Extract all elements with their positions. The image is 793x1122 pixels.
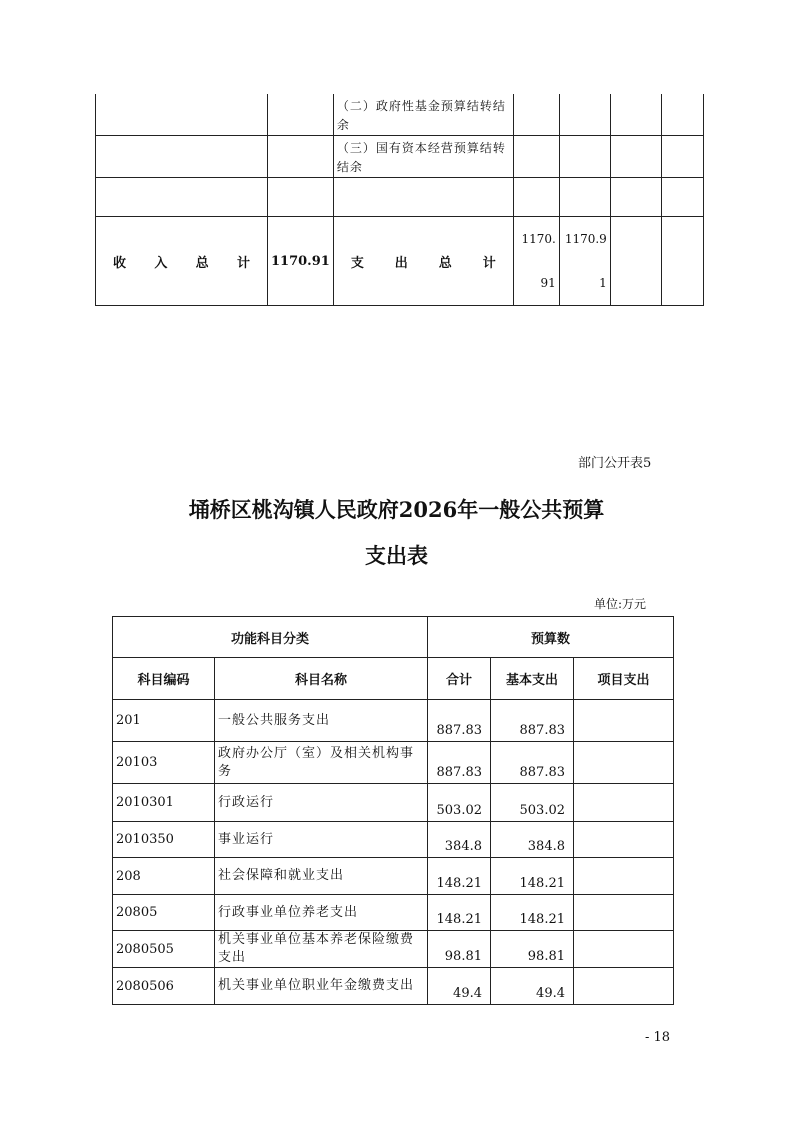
cell-code: 2010301	[113, 784, 215, 822]
value-line: 1170.	[521, 232, 556, 246]
cell-total: 384.8	[428, 822, 491, 858]
expense-total-col1	[513, 217, 559, 306]
char: 计	[482, 255, 496, 271]
col-project: 项目支出	[574, 658, 674, 700]
expense-total-col2	[559, 217, 610, 306]
value-line: 1170.9	[564, 232, 607, 246]
row-desc: （二）政府性基金预算结转结余	[333, 94, 513, 136]
table-row	[113, 895, 674, 931]
cell-code: 2080506	[113, 968, 215, 1005]
table-row	[113, 822, 674, 858]
char: 总	[195, 255, 209, 271]
unit-label: 单位:万元	[594, 597, 647, 611]
value-line: 1	[599, 276, 607, 290]
col-code: 科目编码	[113, 658, 215, 700]
cell-code: 20805	[113, 895, 215, 931]
header-row	[113, 617, 674, 658]
cell-name: 社会保障和就业支出	[215, 858, 428, 895]
cell-code: 2010350	[113, 822, 215, 858]
cell-project	[574, 784, 674, 822]
table-row	[96, 94, 704, 136]
cell-name: 政府办公厅（室）及相关机构事务	[215, 742, 428, 784]
cell-basic: 148.21	[491, 895, 574, 931]
table-row	[96, 136, 704, 178]
expense-total-label	[333, 217, 513, 306]
cell-project	[574, 858, 674, 895]
col-name: 科目名称	[215, 658, 428, 700]
budget-expense-table	[112, 616, 674, 1005]
cell-project	[574, 968, 674, 1005]
income-expense-summary-table	[95, 94, 704, 306]
cell-total: 503.02	[428, 784, 491, 822]
cell-project	[574, 700, 674, 742]
table-row	[96, 178, 704, 217]
col-total: 合计	[428, 658, 491, 700]
char: 收	[113, 255, 127, 271]
cell-total: 98.81	[428, 931, 491, 968]
col-basic: 基本支出	[491, 658, 574, 700]
char: 入	[154, 255, 168, 271]
header-function-category: 功能科目分类	[113, 617, 428, 658]
page-number: - 18	[645, 1030, 671, 1045]
cell-code: 201	[113, 700, 215, 742]
cell-name: 事业运行	[215, 822, 428, 858]
cell-project	[574, 822, 674, 858]
cell-basic: 384.8	[491, 822, 574, 858]
table-row	[113, 968, 674, 1005]
cell-project	[574, 895, 674, 931]
cell-code: 20103	[113, 742, 215, 784]
char: 支	[350, 255, 364, 271]
header-row	[113, 658, 674, 700]
row-desc: （三）国有资本经营预算结转结余	[333, 136, 513, 178]
page-subtitle: 支出表	[365, 543, 428, 568]
cell-name: 机关事业单位基本养老保险缴费支出	[215, 931, 428, 968]
cell-code: 2080505	[113, 931, 215, 968]
table-row	[113, 742, 674, 784]
cell-name: 一般公共服务支出	[215, 700, 428, 742]
income-total-value: 1170.91	[268, 217, 334, 306]
header-budget: 预算数	[428, 617, 674, 658]
char: 总	[438, 255, 452, 271]
cell-basic: 503.02	[491, 784, 574, 822]
cell-name: 行政运行	[215, 784, 428, 822]
char: 出	[394, 255, 408, 271]
char: 计	[236, 255, 250, 271]
table-row	[113, 858, 674, 895]
table-row	[113, 700, 674, 742]
cell-total: 887.83	[428, 700, 491, 742]
value-line: 91	[540, 276, 556, 290]
cell-total: 887.83	[428, 742, 491, 784]
cell-basic: 98.81	[491, 931, 574, 968]
cell-total: 148.21	[428, 895, 491, 931]
cell-total: 148.21	[428, 858, 491, 895]
form-number: 部门公开表5	[578, 456, 652, 471]
cell-name: 机关事业单位职业年金缴费支出	[215, 968, 428, 1005]
cell-basic: 887.83	[491, 700, 574, 742]
income-total-label	[96, 217, 268, 306]
total-row	[96, 217, 704, 306]
table-row	[113, 931, 674, 968]
cell-project	[574, 742, 674, 784]
table-row	[113, 784, 674, 822]
page-title: 埇桥区桃沟镇人民政府2026年一般公共预算	[188, 497, 605, 522]
cell-basic: 887.83	[491, 742, 574, 784]
row-desc	[333, 178, 513, 217]
cell-basic: 49.4	[491, 968, 574, 1005]
cell-total: 49.4	[428, 968, 491, 1005]
cell-basic: 148.21	[491, 858, 574, 895]
cell-name: 行政事业单位养老支出	[215, 895, 428, 931]
cell-code: 208	[113, 858, 215, 895]
cell-project	[574, 931, 674, 968]
